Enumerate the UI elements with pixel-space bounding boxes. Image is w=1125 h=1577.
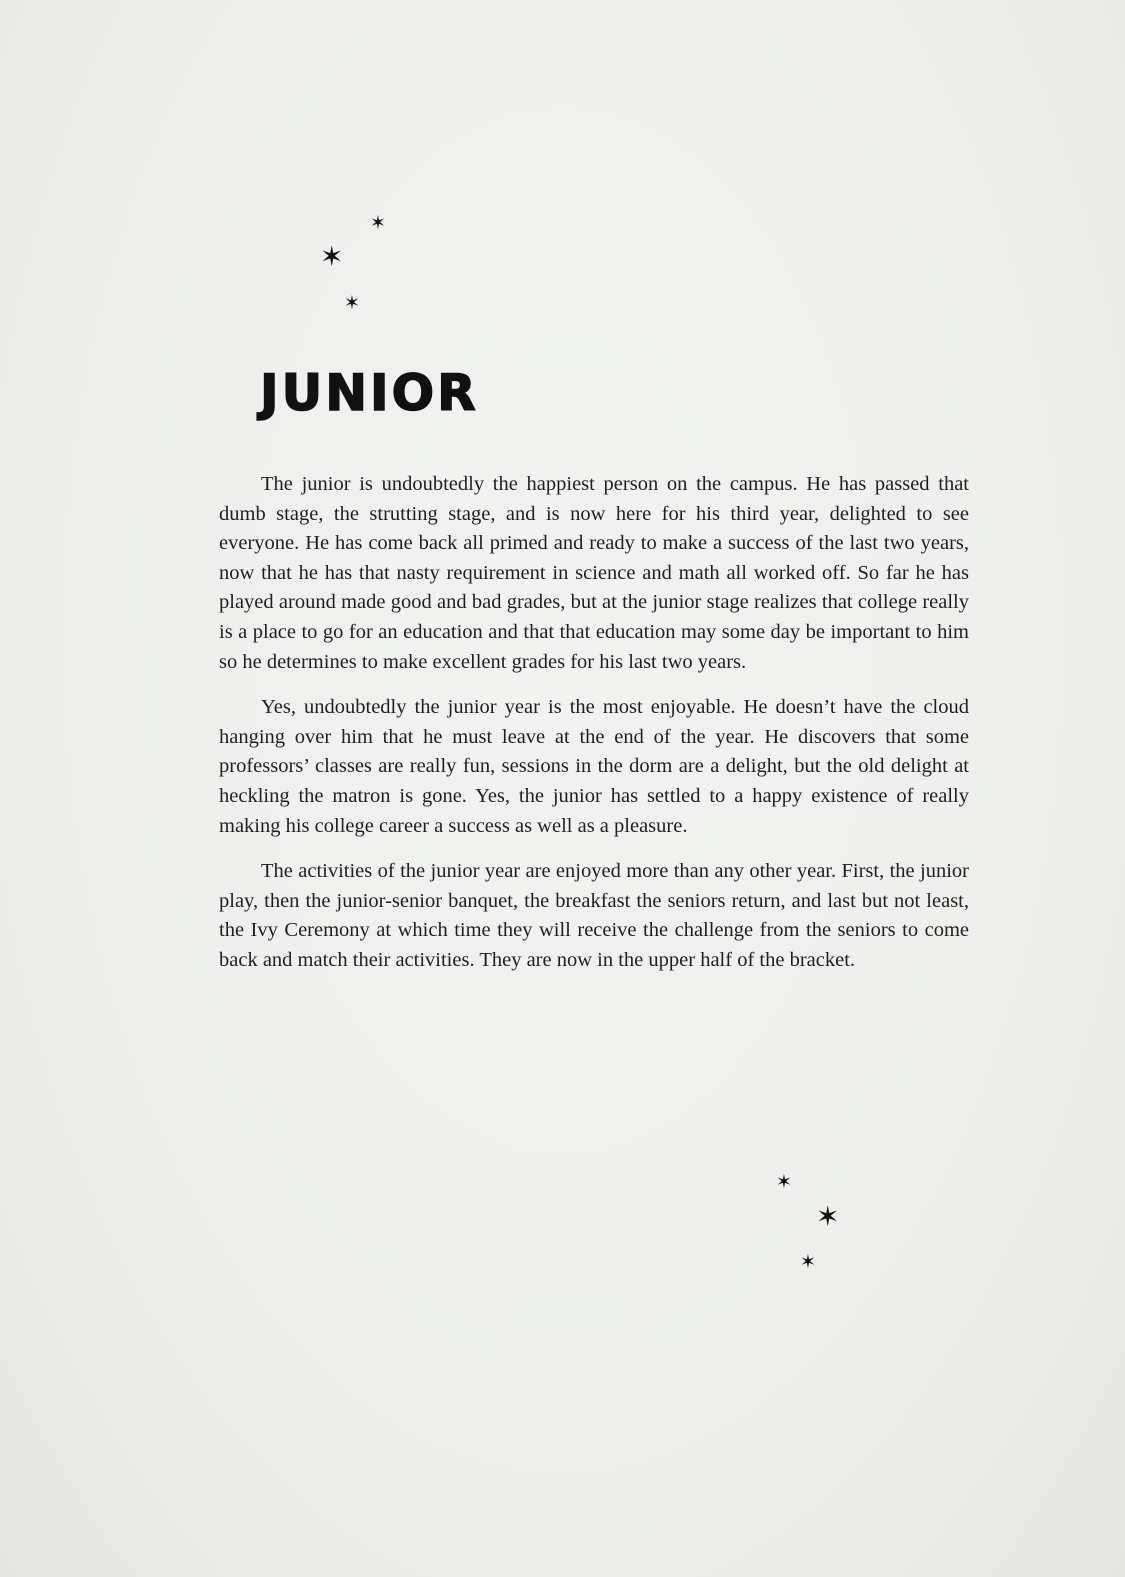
star-icon: ✶ [344,292,360,314]
star-icon: ✶ [800,1251,816,1273]
paragraph: The activities of the junior year are enjoyed more than any other year. First, the junior play, then the junior-senior banquet, the breakfast the seniors return, and last but not least, the Ivy Ceremony at which time they will receive the challenge from the seniors to come back and match their activities. They are now in the upper half of the bracket. [219,860,969,971]
star-icon: ✶ [370,212,386,234]
star-icon: ✶ [816,1200,840,1233]
paragraph: The junior is undoubtedly the happiest person on the campus. He has passed that dumb stage, the strutting stage, and is now here for his third year, delighted to see everyone. He has come back all primed and ready to make a success of the last two years, now that he has that nasty requirement in science and math all worked off. So far he has played around made good and bad grades, but at the junior stage realizes that college really is a place to go for an education and that that education may some day be important to him so he determines to make excellent grades for his last two years. [219,473,969,673]
star-icon: ✶ [776,1171,792,1193]
page-title: JUNIOR [260,364,479,422]
article-body [219,470,969,992]
paragraph: Yes, undoubtedly the junior year is the most enjoyable. He doesn’t have the cloud hanging over him that he must leave at the end of the year. He discovers that some professors’ classes are really fun, sessions in the dorm are a delight, but the old delight at heckling the matron is gone. Yes, the junior has settled to a happy existence of really making his college career a success as well as a pleasure. [219,696,969,837]
star-icon: ✶ [320,240,344,273]
